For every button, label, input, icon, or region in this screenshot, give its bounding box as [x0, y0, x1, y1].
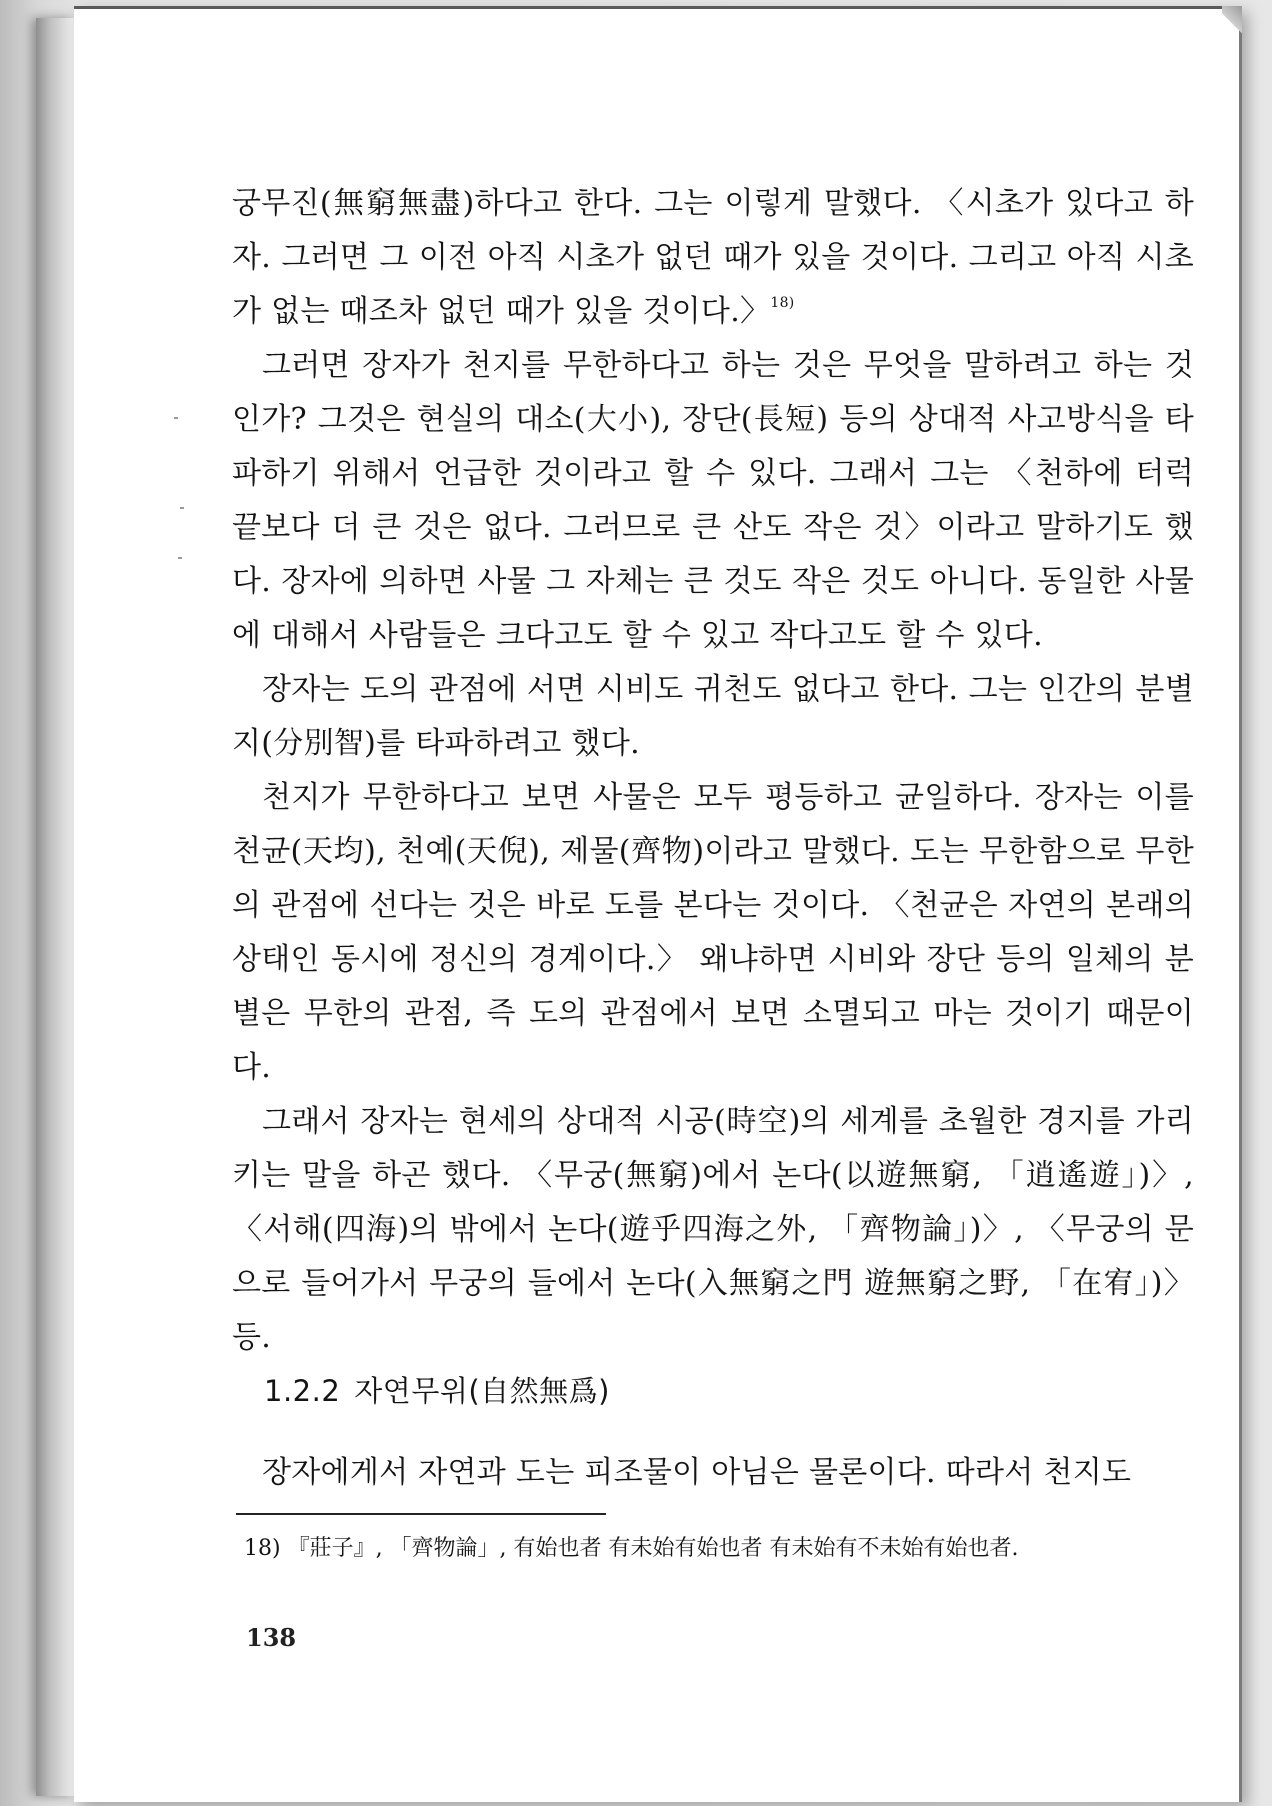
book-page: [74, 6, 1242, 1802]
section-first-line: 장자에게서 자연과 도는 피조물이 아님은 물론이다. 따라서 천지도: [262, 1455, 1132, 1490]
paragraph-5: 그래서 장자는 현세의 상대적 시공(時空)의 세계를 초월한 경지를 가리키는 말을 하곤 했다. 〈무궁(無窮)에서 논다(以遊無窮, 「逍遙遊」)〉, 〈서해(四海)의 밖에서 논다(遊乎四海之外, 「齊物論」)〉, 〈무궁의 문으로 들어가서 무궁의 들에서 논다(入無窮之門 遊無窮之野, 「在宥」)〉 등.: [232, 1104, 1194, 1355]
section-number: 1.2.2: [264, 1374, 341, 1408]
footnote-divider: [236, 1513, 606, 1515]
footnote: 18) 『莊子』, 「齊物論」, 有始也者 有未始有始也者 有未始有不未始有始也者.: [244, 1536, 1019, 1561]
paragraph-4: 천지가 무한하다고 보면 사물은 모두 평등하고 균일하다. 장자는 이를 천균(天均), 천예(天倪), 제물(齊物)이라고 말했다. 도는 무한함으로 무한의 관점에 선다는 것은 바로 도를 본다는 것이다. 〈천균은 자연의 본래의 상태인 동시에 정신의 경계이다.〉 왜냐하면 시비와 장단 등의 일체의 분별은 무한의 관점, 즉 도의 관점에서 보면 소멸되고 마는 것이기 때문이다.: [232, 780, 1194, 1085]
paragraph-1-text: 궁무진(無窮無盡)하다고 한다. 그는 이렇게 말했다. 〈시초가 있다고 하자. 그러면 그 이전 아직 시초가 없던 때가 있을 것이다. 그리고 아직 시초가 없는 때조차 없던 때가 있을 것이다.〉: [232, 186, 1194, 329]
page-corner: [1222, 6, 1242, 46]
scan-speck: [178, 557, 182, 559]
section-title: 자연무위(自然無爲): [354, 1374, 610, 1408]
page-number: 138: [246, 1623, 297, 1652]
scan-speck: [180, 507, 184, 509]
scan-speck: [174, 417, 178, 419]
book-spine: [36, 18, 74, 1796]
footnote-reference: 18): [770, 295, 795, 311]
paragraph-3: 장자는 도의 관점에 서면 시비도 귀천도 없다고 한다. 그는 인간의 분별지(分別智)를 타파하려고 했다.: [232, 672, 1194, 761]
body-text: [232, 177, 1194, 1365]
paragraph-2: 그러면 장자가 천지를 무한하다고 하는 것은 무엇을 말하려고 하는 것인가? 그것은 현실의 대소(大小), 장단(長短) 등의 상대적 사고방식을 타파하기 위해서 언급한 것이라고 할 수 있다. 그래서 그는 〈천하에 터럭 끝보다 더 큰 것은 없다. 그러므로 큰 산도 작은 것〉이라고 말하기도 했다. 장자에 의하면 사물 그 자체는 큰 것도 작은 것도 아니다. 동일한 사물에 대해서 사람들은 크다고도 할 수 있고 작다고도 할 수 있다.: [232, 348, 1194, 653]
paragraph-1: [232, 177, 1194, 339]
section-heading: [264, 1369, 610, 1410]
